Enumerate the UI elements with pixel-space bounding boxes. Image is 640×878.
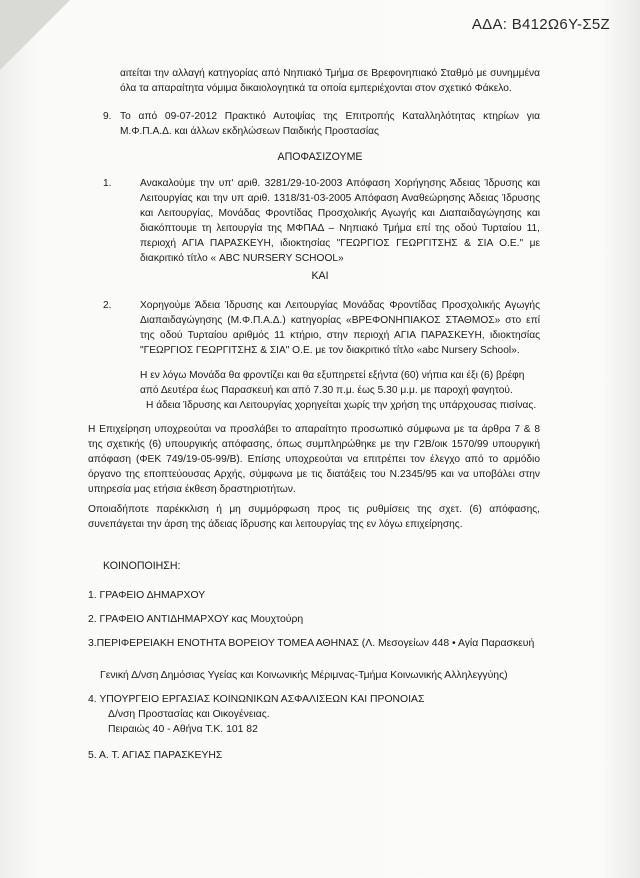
item-9-number: 9. xyxy=(103,111,112,122)
notification-item-4: 4. ΥΠΟΥΡΓΕΙΟ ΕΡΓΑΣΙΑΣ ΚΟΙΝΩΝΙΚΩΝ ΑΣΦΑΛΙΣΕΩΝ ΚΑΙ ΠΡΟΝΟΙΑΣ xyxy=(88,694,425,705)
decision-item-2-number: 2. xyxy=(103,300,112,311)
and-heading: ΚΑΙ xyxy=(311,270,329,282)
notification-item-3-detail: Γενική Δ/νση Δημόσιας Υγείας και Κοινωνικής Μέριμνας-Τμήμα Κοινωνικής Αλληλεγγύης) xyxy=(100,670,508,681)
obligation-paragraph: Η Επιχείρηση υποχρεούται να προσλάβει το απαραίτητο προσωπικό σύμφωνα με τα άρθρα 7 & 8 της σχετικής (6) υπουργικής απόφασης, όπως συμπληρώθηκε με την Γ2Β/οικ 1570/99 υπουργική απόφαση (ΦΕΚ 749/19-05-99/Β). Επίσης υποχρεούται να επιτρέπει τον έλεγχο από το αρμόδιο όργανο της εποπτεύουσας Αρχής, σύμφωνα με τις διατάξεις του Ν.2345/95 και να υποβάλει στην υπηρεσία μας ετήσια έκθεση δραστηριοτήτων. xyxy=(88,424,540,495)
notification-item-4-department: Δ/νση Προστασίας και Οικογένειας. xyxy=(108,709,270,720)
notification-item-2: 2. ΓΡΑΦΕΙΟ ΑΝΤΙΔΗΜΑΡΧΟΥ κας Μουχτούρη xyxy=(88,614,304,625)
folded-corner xyxy=(0,0,70,70)
ada-code: ΑΔΑ: Β412Ω6Υ-Σ5Ζ xyxy=(471,16,610,33)
notification-item-5: 5. Α. Τ. ΑΓΙΑΣ ΠΑΡΑΣΚΕΥΗΣ xyxy=(88,750,223,761)
notification-item-3: 3.ΠΕΡΙΦΕΡΕΙΑΚΗ ΕΝΟΤΗΤΑ ΒΟΡΕΙΟΥ ΤΟΜΕΑ ΑΘΗΝΑΣ (Λ. Μεσογείων 448 • Αγία Παρασκευή xyxy=(88,638,535,649)
notification-item-4-address: Πειραιώς 40 - Αθήνα Τ.Κ. 101 82 xyxy=(108,724,258,735)
decision-item-2-text: Χορηγούμε Άδεια Ίδρυσης και Λειτουργίας Μονάδας Φροντίδας Προσχολικής Αγωγής Διαπαιδαγώγησης (Μ.Φ.Π.Α.Δ.) κατηγορίας «ΒΡΕΦΟΝΗΠΙΑΚΟΣ ΣΤΑΘΜΟΣ» στο επί της οδού Τυρταίου αριθμός 11 κτήριο, στην περιοχή ΑΓΙΑ ΠΑΡΑΣΚΕΥΗ, ιδιοκτησίας "ΓΕΩΡΓΙΟΣ ΓΕΩΡΓΙΤΣΗΣ & ΣΙΑ" Ο.Ε. με τον διακριτικό τίτλο «abc Nursery School». xyxy=(140,300,540,356)
decision-item-1-number: 1. xyxy=(103,178,112,189)
decision-item-2-hours: από Δευτέρα έως Παρασκευή και από 7.30 π.μ. έως 5.30 μ.μ. με παροχή φαγητού. xyxy=(140,385,513,396)
revocation-paragraph: Οποιαδήποτε παρέκκλιση ή μη συμμόρφωση προς τις ρυθμίσεις της σχετ. (6) απόφασης, συνεπάγεται την άρση της άδειας ίδρυσης και λειτουργίας της εν λόγω επιχείρησης. xyxy=(88,504,540,530)
intro-continuation: αιτείται την αλλαγή κατηγορίας από Νηπιακό Τμήμα σε Βρεφονηπιακό Σταθμό με συνημμένα όλα τα απαραίτητα νόμιμα δικαιολογητικά τα οποία εμπεριέχονται στον σχετικό Φάκελο. xyxy=(120,68,540,94)
decision-item-1-text: Ανακαλούμε την υπ' αριθ. 3281/29-10-2003 Απόφαση Χορήγησης Άδειας Ίδρυσης και Λειτουργίας και την υπ αριθ. 1318/31-03-2005 Απόφαση Αναθεώρησης Άδειας Ίδρυσης και Λειτουργίας, Μονάδας Φροντίδας Προσχολικής Αγωγής και Διαπαιδαγώγησης και διακόπτουμε τη λειτουργία της ΜΦΠΑΔ – Νηπιακό Τμήμα επί της οδού Τυρταίου 11, περιοχή ΑΓΙΑ ΠΑΡΑΣΚΕΥΗ, ιδιοκτησίας "ΓΕΩΡΓΙΟΣ ΓΕΩΡΓΙΤΣΗΣ & ΣΙΑ Ο.Ε." με διακριτικό τίτλο « ABC NURSERY SCHOOL» xyxy=(140,178,540,264)
decision-heading: ΑΠΟΦΑΣΙΖΟΥΜΕ xyxy=(277,151,363,163)
decision-item-2-pool-note: Η άδεια Ίδρυσης και Λειτουργίας χορηγείται χωρίς την χρήση της υπάρχουσας πισίνας. xyxy=(146,400,537,411)
notification-title: ΚΟΙΝΟΠΟΙΗΣΗ: xyxy=(103,560,181,572)
notification-item-1: 1. ΓΡΑΦΕΙΟ ΔΗΜΑΡΧΟΥ xyxy=(88,590,206,601)
item-9-text: Το από 09-07-2012 Πρακτικό Αυτοψίας της Επιτροπής Καταλληλότητας κτηρίων για Μ.Φ.Π.Α.Δ. και άλλων εκδηλώσεων Παιδικής Προστασίας xyxy=(120,111,540,137)
decision-item-2-capacity: Η εν λόγω Μονάδα θα φροντίζει και θα εξυπηρετεί εξήντα (60) νήπια και έξι (6) βρέφη xyxy=(140,370,525,381)
